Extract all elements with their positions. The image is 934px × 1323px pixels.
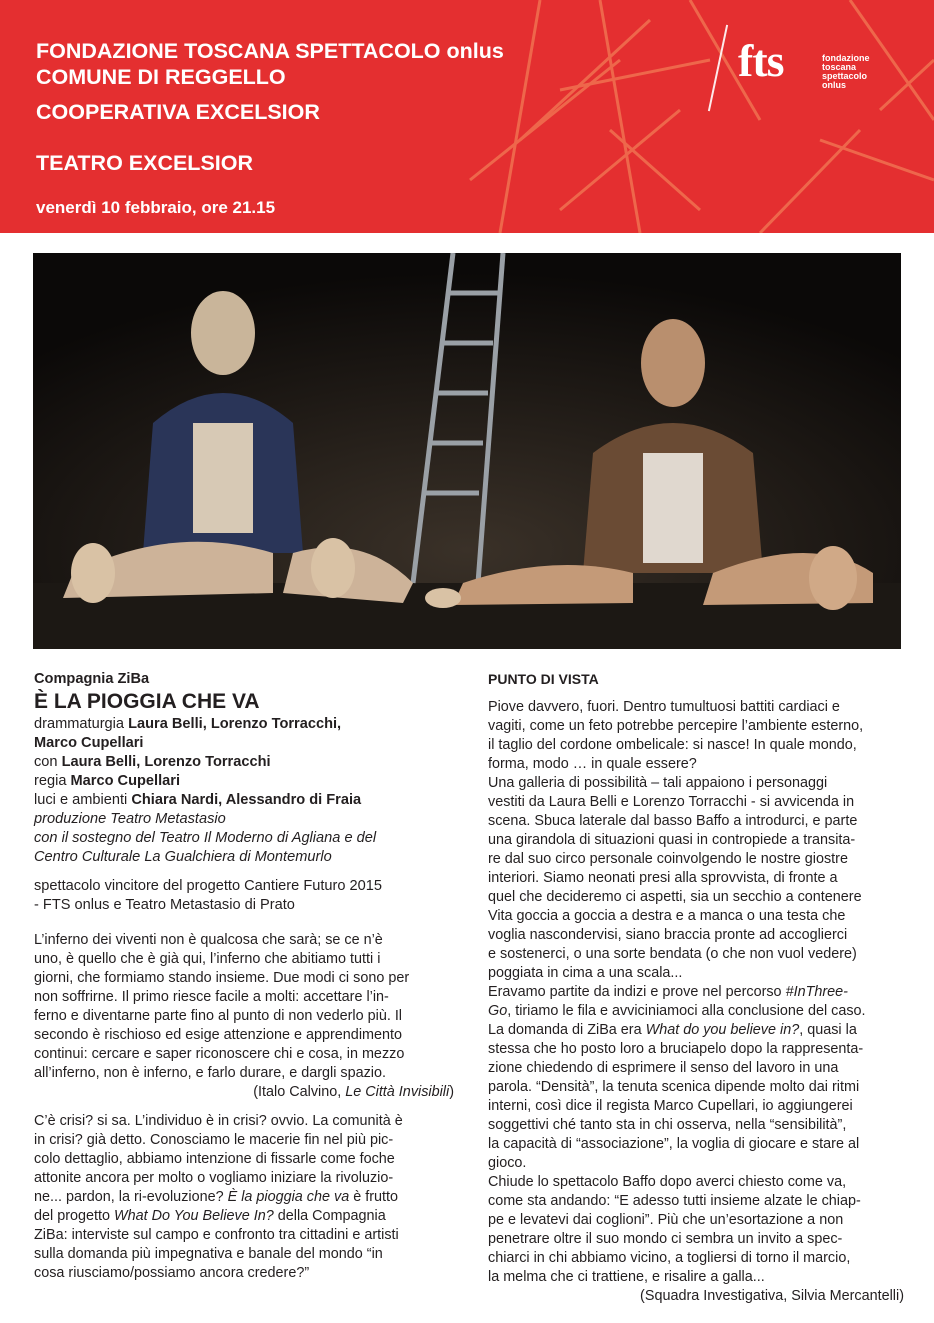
credit-cast bbox=[34, 753, 454, 772]
review-line: vestiti da Laura Belli e Lorenzo Torracchi - si avvicenda in bbox=[488, 794, 855, 810]
credit-names: Marco Cupellari bbox=[70, 773, 180, 789]
review-line: gioco. bbox=[488, 1155, 527, 1171]
org-line-2: COMUNE DI REGGELLO bbox=[36, 65, 286, 89]
logo-text-line: toscana bbox=[822, 62, 857, 72]
body-line: sulla domanda più impegnativa e banale del mondo “in bbox=[34, 1246, 383, 1262]
review-line: come sta andando: “E adesso tutti insieme alzate le chiap- bbox=[488, 1193, 861, 1209]
review-line: interni, così dice il regista Marco Cupellari, io aggiungerei bbox=[488, 1098, 853, 1114]
credit-label: con bbox=[34, 754, 62, 770]
credit-dramaturgy bbox=[34, 715, 454, 734]
credit-names: Laura Belli, Lorenzo Torracchi, bbox=[128, 716, 342, 732]
review-line bbox=[488, 1021, 904, 1040]
review-line: una girandola di situazioni quasi in contropiede a transita- bbox=[488, 832, 856, 848]
review-text: , quasi la bbox=[799, 1022, 857, 1038]
credit-names: Chiara Nardi, Alessandro di Fraia bbox=[131, 792, 362, 808]
intro-paragraph bbox=[34, 1112, 454, 1283]
question-italic: What do you believe in? bbox=[645, 1022, 800, 1038]
company-name: Compagnia ZiBa bbox=[34, 671, 150, 687]
body-line: colo dettaglio, abbiamo intenzione di fissarle come foche bbox=[34, 1151, 395, 1167]
logo-text-line: fondazione bbox=[822, 53, 870, 63]
review-line: Una galleria di possibilità – tali appaiono i personaggi bbox=[488, 775, 828, 791]
review-line: re dal suo circo personale coinvolgendo le nostre giostre bbox=[488, 851, 848, 867]
credit-names: Laura Belli, Lorenzo Torracchi bbox=[61, 754, 271, 770]
logo-text bbox=[822, 54, 870, 90]
review-line: chiarci in chi abbiamo vicino, a togliersi di torno il marcio, bbox=[488, 1250, 851, 1266]
review-text: La domanda di ZiBa era bbox=[488, 1022, 646, 1038]
review-line: la capacità di “associazione”, la voglia di giocare e stare al bbox=[488, 1136, 860, 1152]
review-signature: (Squadra Investigativa, Silvia Mercantelli) bbox=[640, 1288, 904, 1304]
review-line: voglia nascondervisi, siano braccia pronte ad accoglierci bbox=[488, 927, 848, 943]
review-line: Chiude lo spettacolo Baffo dopo averci chiesto come va, bbox=[488, 1174, 847, 1190]
body-text: della Compagnia bbox=[273, 1208, 386, 1224]
review-line: Vita goccia a goccia a destra e a manca o una testa che bbox=[488, 908, 846, 924]
review-line: e sostenerci, o una sorte bendata (o che non vuol vedere) bbox=[488, 946, 857, 962]
credit-label: drammaturgia bbox=[34, 716, 129, 732]
review-line bbox=[488, 1002, 904, 1021]
review-line: stessa che ho posto loro a bruciapelo dopo la rappresenta- bbox=[488, 1041, 864, 1057]
support-note-1: con il sostegno del Teatro Il Moderno di Agliana e del bbox=[34, 830, 377, 846]
org-line-1: FONDAZIONE TOSCANA SPETTACOLO onlus bbox=[36, 39, 504, 63]
review-line: soggettivi ché tanto sta in chi osserva, nella “sensibilità”, bbox=[488, 1117, 847, 1133]
review-heading: PUNTO DI VISTA bbox=[488, 671, 599, 687]
org-line-3: COOPERATIVA EXCELSIOR bbox=[36, 100, 320, 124]
credit-label: luci e ambienti bbox=[34, 792, 132, 808]
logo-text-line: onlus bbox=[822, 80, 846, 90]
body-line: cosa riusciamo/possiamo ancora credere?” bbox=[34, 1265, 310, 1281]
review-line: penetrare oltre il suo mondo ci sembra un invito a spec- bbox=[488, 1231, 843, 1247]
quote-line: L’inferno dei viventi non è qualcosa che sarà; se ce n’è bbox=[34, 932, 383, 948]
credit-lights bbox=[34, 791, 454, 810]
quote-line: secondo è rischioso ed esige attenzione e apprendimento bbox=[34, 1027, 403, 1043]
quote-line: ferno e diventarne parte fino al punto di non vederlo più. Il bbox=[34, 1008, 403, 1024]
body-line: ZiBa: interviste sul campo e confronto tra cittadini e artisti bbox=[34, 1227, 399, 1243]
body-line: in crisi? già detto. Conosciamo le macerie fin nel più pic- bbox=[34, 1132, 394, 1148]
hashtag-italic: #InThree- bbox=[785, 984, 848, 1000]
quote-source-close: ) bbox=[449, 1084, 454, 1100]
header-banner bbox=[0, 0, 934, 233]
credit-dramaturgy-cont bbox=[34, 734, 454, 753]
review-line: pe e levatevi dai coglioni”. Più che un’esortazione a non bbox=[488, 1212, 844, 1228]
quote-line: uno, è quello che è già qui, l’inferno che abitiamo tutti i bbox=[34, 951, 381, 967]
quote-line: all’inferno, non è inferno, e farlo durare, e dargli spazio. bbox=[34, 1065, 386, 1081]
show-title-italic: È la pioggia che va bbox=[227, 1189, 350, 1205]
right-column bbox=[488, 670, 904, 1306]
award-line: - FTS onlus e Teatro Metastasio di Prato bbox=[34, 897, 295, 913]
left-column bbox=[34, 670, 454, 1283]
calvino-quote bbox=[34, 931, 454, 1102]
body-line: attonite ancora per molto o vogliamo iniziare la rivoluzio- bbox=[34, 1170, 394, 1186]
credit-direction bbox=[34, 772, 454, 791]
quote-source-author: (Italo Calvino, bbox=[253, 1084, 346, 1100]
quote-line: non soffrirne. Il primo riesce facile a molti: accettare l’in- bbox=[34, 989, 389, 1005]
credit-label: regia bbox=[34, 773, 71, 789]
review-line: poggiata in cima a una scala... bbox=[488, 965, 683, 981]
body-line bbox=[34, 1188, 454, 1207]
body-text: è frutto bbox=[349, 1189, 398, 1205]
review-line: vagiti, come un feto potrebbe percepire l’ambiente esterno, bbox=[488, 718, 864, 734]
project-title-italic: What Do You Believe In? bbox=[114, 1208, 274, 1224]
theatre-name: TEATRO EXCELSIOR bbox=[36, 151, 254, 175]
stage-photo-illustration bbox=[33, 253, 901, 649]
production-note: produzione Teatro Metastasio bbox=[34, 811, 226, 827]
credit-names: Marco Cupellari bbox=[34, 735, 144, 751]
review-line: zione chiedendo di esprimere il senso del lavoro in una bbox=[488, 1060, 839, 1076]
stage-photo bbox=[33, 253, 901, 649]
review-line bbox=[488, 983, 904, 1002]
fts-logo-icon: fts bbox=[738, 35, 784, 86]
review-line: la melma che ci trattiene, e risalire a galla... bbox=[488, 1269, 765, 1285]
body-line: C’è crisi? si sa. L’individuo è in crisi? ovvio. La comunità è bbox=[34, 1113, 403, 1129]
hashtag-italic: Go bbox=[488, 1003, 508, 1019]
review-line: forma, modo … in quale essere? bbox=[488, 756, 697, 772]
event-date: venerdì 10 febbraio, ore 21.15 bbox=[36, 198, 276, 217]
quote-source bbox=[34, 1083, 454, 1102]
quote-line: continui: cercare e saper riconoscere chi e cosa, in mezzo bbox=[34, 1046, 405, 1062]
quote-line: giorni, che formiamo stando insieme. Due modi ci sono per bbox=[34, 970, 410, 986]
body-text: ne... pardon, la ri-evoluzione? bbox=[34, 1189, 228, 1205]
review-line: scena. Sbuca laterale dal basso Baffo a introdurci, e parte bbox=[488, 813, 858, 829]
body-line bbox=[34, 1207, 454, 1226]
body-text: del progetto bbox=[34, 1208, 115, 1224]
review-line: il taglio del cordone ombelicale: si nasce! In quale mondo, bbox=[488, 737, 857, 753]
review-text: Eravamo partite da indizi e prove nel percorso bbox=[488, 984, 786, 1000]
award-line: spettacolo vincitore del progetto Cantiere Futuro 2015 bbox=[34, 878, 383, 894]
quote-source-title: Le Città Invisibili bbox=[345, 1084, 450, 1100]
logo-text-line: spettacolo bbox=[822, 71, 868, 81]
review-line: quel che decideremo ci aspetti, sia un secchio a contenere bbox=[488, 889, 862, 905]
review-line: Piove davvero, fuori. Dentro tumultuosi battiti cardiaci e bbox=[488, 699, 840, 715]
review-line: interiori. Siamo neonati presi alla sprovvista, di fronte a bbox=[488, 870, 838, 886]
show-title: È LA PIOGGIA CHE VA bbox=[34, 690, 260, 713]
review-text: , tiriamo le fila e avviciniamoci alla conclusione del caso. bbox=[507, 1003, 866, 1019]
review-line: parola. “Densità”, la tenuta scenica dipende molto dai ritmi bbox=[488, 1079, 860, 1095]
support-note-2: Centro Culturale La Gualchiera di Montemurlo bbox=[34, 849, 332, 865]
